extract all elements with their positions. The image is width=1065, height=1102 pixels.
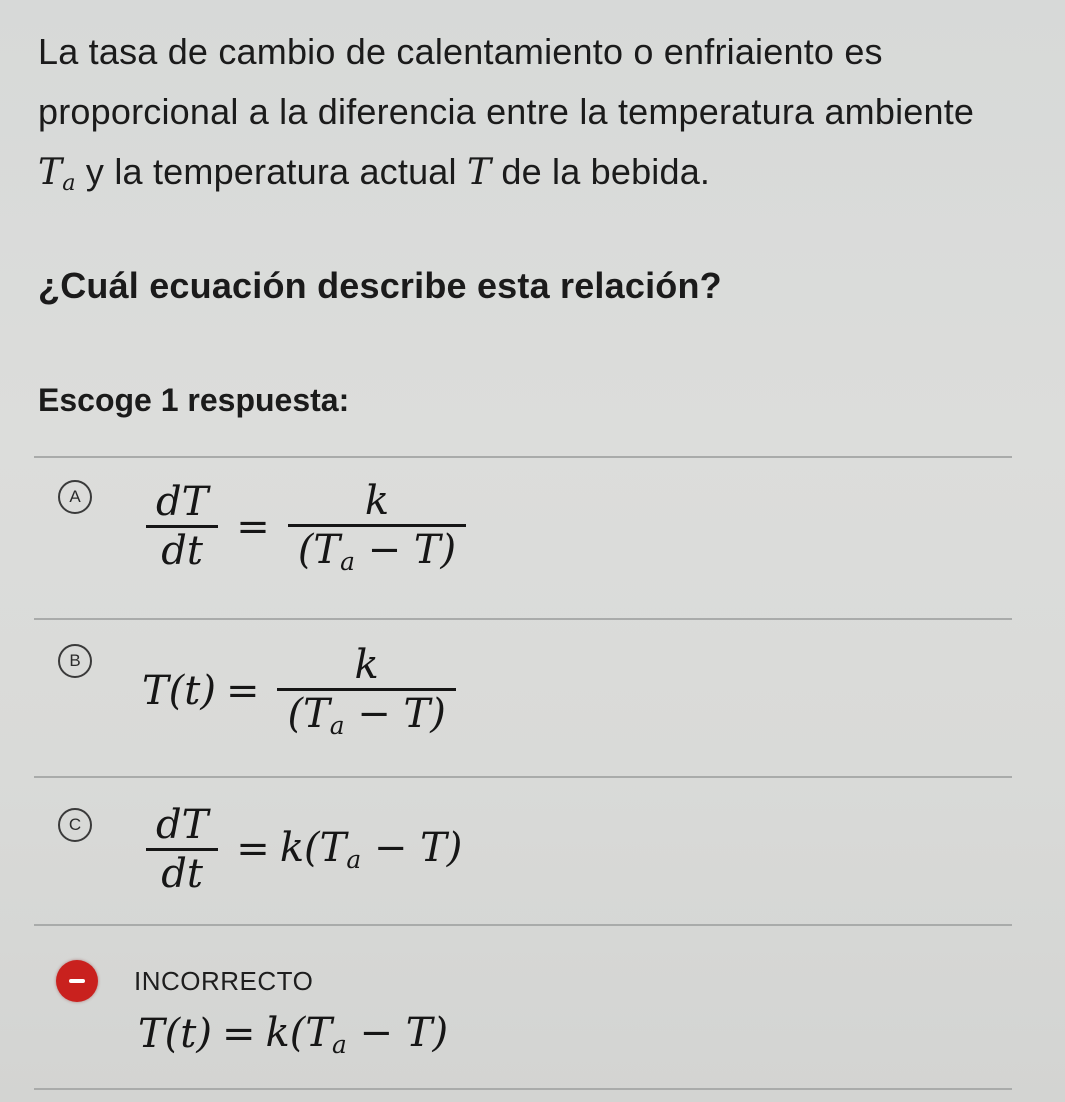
prompt-line-3-mid: y la temperatura actual <box>75 151 467 192</box>
question-prompt <box>38 22 1048 213</box>
choice-letter-c[interactable]: C <box>58 808 92 842</box>
choice-a-rhs-num: k <box>364 478 390 524</box>
choice-a[interactable] <box>34 458 1012 618</box>
choice-a-lhs-fraction <box>146 479 218 574</box>
choice-c-lhs-num: dT <box>156 802 209 848</box>
question-text: ¿Cuál ecuación describe esta relación? <box>38 265 722 306</box>
divider <box>34 924 1012 926</box>
choice-c-rhs: $k(T_a - T)$ <box>279 824 463 874</box>
choice-c-equation <box>138 802 462 897</box>
current-temp-var: T <box>466 152 492 193</box>
choice-b-rhs-num: k <box>354 642 379 688</box>
choice-c[interactable] <box>34 778 1012 924</box>
selected-answer-lhs: T(t) <box>138 1011 212 1058</box>
choice-c-lhs-fraction <box>146 802 218 897</box>
selected-answer-rhs: $k(T_a - T)$ <box>265 1010 449 1059</box>
choice-a-equation <box>138 478 474 575</box>
feedback-status: INCORRECTO <box>134 966 314 996</box>
ambient-temp-var: $T_a$ <box>38 152 76 197</box>
choice-a-lhs-num: dT <box>156 479 209 526</box>
equals-sign: = <box>236 503 270 550</box>
incorrect-icon <box>56 960 98 1002</box>
prompt-line-3 <box>38 142 1048 213</box>
answer-instruction: Escoge 1 respuesta: <box>38 382 350 418</box>
selected-answer-equation[interactable] <box>138 1010 448 1059</box>
choice-letter-b[interactable]: B <box>58 644 92 678</box>
choice-a-rhs-fraction <box>288 478 466 575</box>
choice-b-equation <box>142 642 464 739</box>
equals-sign: = <box>225 667 260 714</box>
choice-b-lhs: T(t) <box>142 667 216 714</box>
prompt-line-1: La tasa de cambio de calentamiento o enfriaiento es <box>38 31 883 72</box>
choice-a-rhs-den: $(T_a - T)$ <box>297 526 457 576</box>
equals-sign: = <box>236 826 270 873</box>
prompt-line-3-end: de la bebida. <box>491 151 711 192</box>
choice-letter-a[interactable]: A <box>58 480 92 514</box>
choice-c-lhs-den: dt <box>161 850 203 897</box>
choice-b-rhs-fraction <box>277 642 455 739</box>
choice-b[interactable] <box>34 620 1012 776</box>
divider <box>34 1088 1012 1090</box>
prompt-line-2: proporcional a la diferencia entre la temperatura ambiente <box>38 91 975 132</box>
choice-b-rhs-den: $(T_a - T)$ <box>287 690 446 740</box>
choice-a-lhs-den: dt <box>161 527 203 574</box>
equals-sign: = <box>221 1011 256 1058</box>
